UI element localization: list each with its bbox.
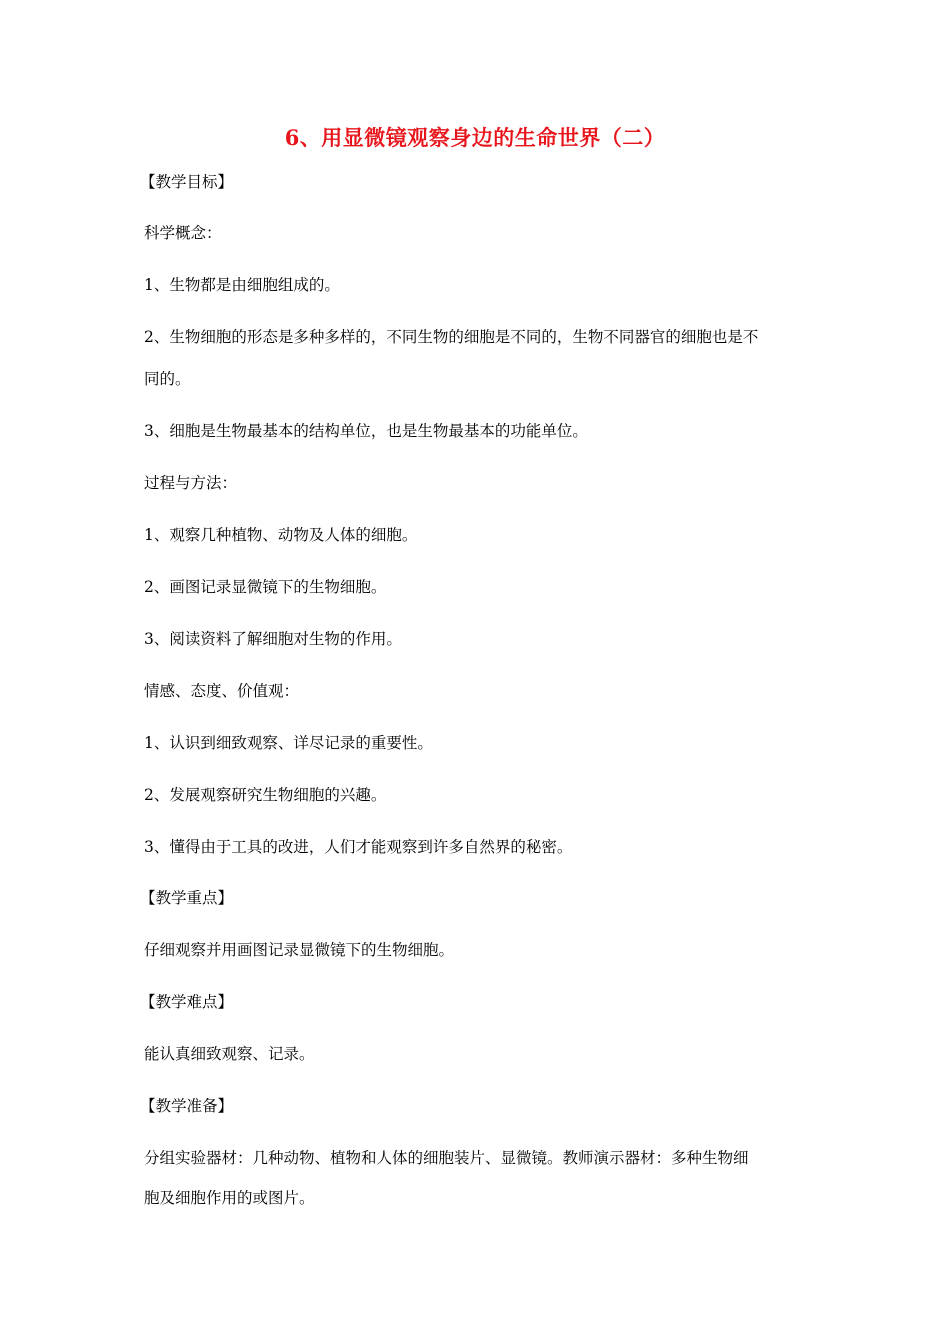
paragraph: 2、生物细胞的形态是多种多样的，不同生物的细胞是不同的，生物不同器官的细胞也是不 <box>144 328 759 346</box>
subheading-process-methods: 过程与方法： <box>144 474 238 492</box>
paragraph: 3、阅读资料了解细胞对生物的作用。 <box>144 630 402 648</box>
paragraph-continuation: 胞及细胞作用的或图片。 <box>144 1189 315 1207</box>
subheading-attitudes-values: 情感、态度、价值观： <box>144 682 300 700</box>
paragraph: 3、懂得由于工具的改进，人们才能观察到许多自然界的秘密。 <box>144 838 573 856</box>
section-heading-preparation: 【教学准备】 <box>140 1097 234 1115</box>
paragraph: 1、观察几种植物、动物及人体的细胞。 <box>144 526 418 544</box>
section-heading-teaching-goals: 【教学目标】 <box>140 173 234 191</box>
paragraph: 2、发展观察研究生物细胞的兴趣。 <box>144 786 387 804</box>
section-heading-key-points: 【教学重点】 <box>140 889 234 907</box>
paragraph: 2、画图记录显微镜下的生物细胞。 <box>144 578 387 596</box>
paragraph: 1、生物都是由细胞组成的。 <box>144 276 340 294</box>
paragraph: 仔细观察并用画图记录显微镜下的生物细胞。 <box>144 941 455 959</box>
document-title: 6、用显微镜观察身边的生命世界（二） <box>284 125 666 150</box>
paragraph: 分组实验器材：几种动物、植物和人体的细胞装片、显微镜。教师演示器材：多种生物细 <box>144 1149 749 1167</box>
paragraph: 能认真细致观察、记录。 <box>144 1045 315 1063</box>
paragraph: 3、细胞是生物最基本的结构单位，也是生物最基本的功能单位。 <box>144 422 588 440</box>
subheading-science-concepts: 科学概念： <box>144 224 222 242</box>
section-heading-difficulties: 【教学难点】 <box>140 993 234 1011</box>
paragraph-continuation: 同的。 <box>144 370 191 388</box>
paragraph: 1、认识到细致观察、详尽记录的重要性。 <box>144 734 433 752</box>
